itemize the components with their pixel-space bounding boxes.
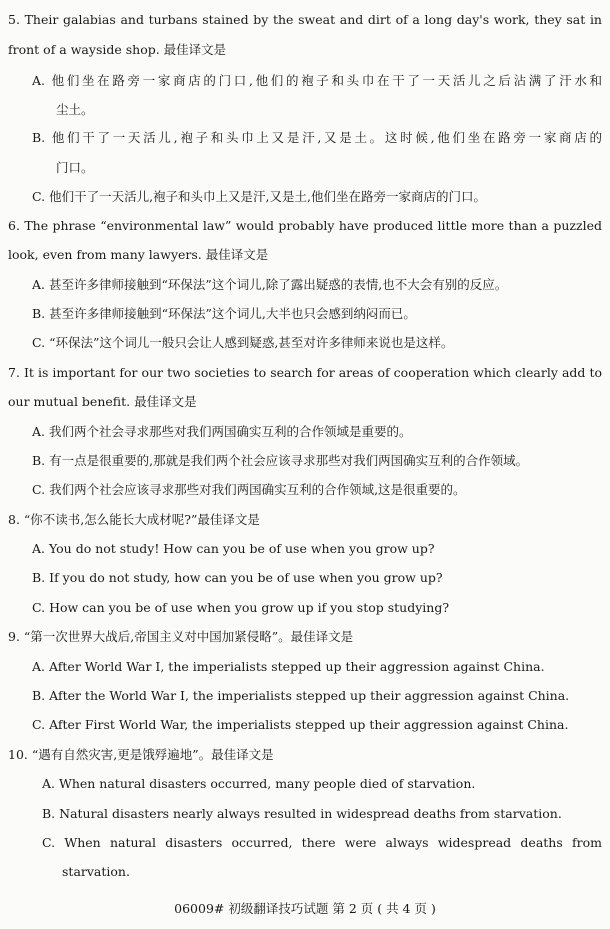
q5-stem-line1: 5. Their galabias and turbans stained by the sweat and dirt of a long day's work, they sat in <box>8 12 602 27</box>
q5-option-a-line1: A. 他们坐在路旁一家商店的门口,他们的袍子和头巾在干了一天活儿之后沾满了汗水和 <box>32 73 602 88</box>
q7-option-c: C. 我们两个社会应该寻求那些对我们两国确实互利的合作领域,这是很重要的。 <box>32 482 466 497</box>
q6-option-a: A. 甚至许多律师接触到“环保法”这个词儿,除了露出疑惑的表情,也不大会有别的反应。 <box>32 277 508 292</box>
q9-stem: 9. “第一次世界大战后,帝国主义对中国加紧侵略”。最佳译文是 <box>8 629 354 644</box>
q10-option-a: A. When natural disasters occurred, many people died of starvation. <box>42 776 476 791</box>
q8-option-c: C. How can you be of use when you grow up if you stop studying? <box>32 600 450 615</box>
q6-option-b: B. 甚至许多律师接触到“环保法”这个词儿,大半也只会感到纳闷而已。 <box>32 306 416 321</box>
q10-stem: 10. “遇有自然灾害,更是饿殍遍地”。最佳译文是 <box>8 747 274 762</box>
q7-option-b: B. 有一点是很重要的,那就是我们两个社会应该寻求那些对我们两国确实互利的合作领域。 <box>32 453 529 468</box>
q8-option-a: A. You do not study! How can you be of use when you grow up? <box>32 541 435 556</box>
q5-option-c: C. 他们干了一天活儿,袍子和头巾上又是汗,又是土,他们坐在路旁一家商店的门口。 <box>32 189 486 204</box>
q9-option-a: A. After World War I, the imperialists stepped up their aggression against China. <box>32 659 545 674</box>
q7-option-a: A. 我们两个社会寻求那些对我们两国确实互利的合作领域是重要的。 <box>32 424 412 439</box>
q8-stem: 8. “你不读书,怎么能长大成材呢?”最佳译文是 <box>8 512 260 527</box>
q10-option-c-line1: C. When natural disasters occurred, there were always widespread deaths from <box>42 835 602 850</box>
q9-option-c: C. After First World War, the imperialists stepped up their aggression against China. <box>32 717 569 732</box>
q5-option-b-line2: 门口。 <box>56 160 94 175</box>
q9-option-b: B. After the World War I, the imperialists stepped up their aggression against China. <box>32 688 570 703</box>
q7-stem-line2: our mutual benefit. 最佳译文是 <box>8 394 197 409</box>
q6-stem-line1: 6. The phrase “environmental law” would probably have produced little more than a puzzled <box>8 218 602 233</box>
q5-option-b-line1: B. 他们干了一天活儿,袍子和头巾上又是汗,又是土。这时候,他们坐在路旁一家商店的 <box>32 130 602 145</box>
q8-option-b: B. If you do not study, how can you be of use when you grow up? <box>32 570 443 585</box>
q5-stem-line2: front of a wayside shop. 最佳译文是 <box>8 42 227 57</box>
q10-option-c-line2: starvation. <box>62 864 130 879</box>
q10-option-b: B. Natural disasters nearly always resulted in widespread deaths from starvation. <box>42 806 562 821</box>
q7-stem-line1: 7. It is important for our two societies to search for areas of cooperation which clearly add to <box>8 365 602 380</box>
q6-stem-line2: look, even from many lawyers. 最佳译文是 <box>8 247 269 262</box>
q5-option-a-line2: 尘土。 <box>56 102 94 117</box>
q6-option-c: C. “环保法”这个词儿一般只会让人感到疑惑,甚至对许多律师来说也是这样。 <box>32 335 454 350</box>
page-footer: 06009# 初级翻译技巧试题 第 2 页 ( 共 4 页 ) <box>174 901 436 916</box>
